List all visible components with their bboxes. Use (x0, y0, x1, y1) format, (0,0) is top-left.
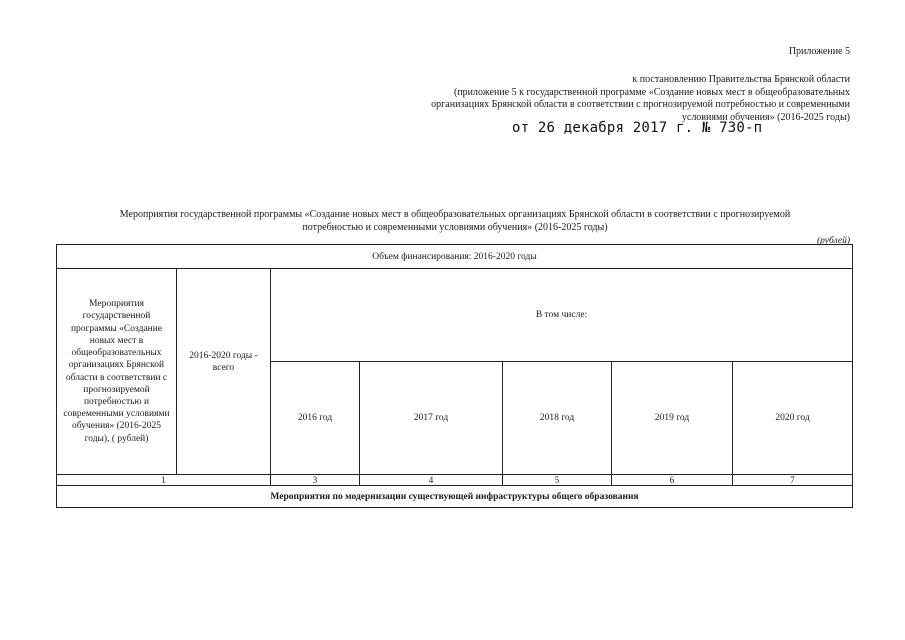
resolution-line: условиями обучения» (2016-2025 годы) (681, 111, 850, 123)
section-row (57, 486, 853, 508)
unit-text: (рублей) (816, 236, 850, 246)
measures-header: Мероприятия государственной программы «Создание новых мест в общеобразовательных организациях Брянской области в соответствии с прогнозируемой потребностью и современными условиями обучения» (2016-2025 годы), ( рублей) (57, 269, 177, 475)
funding-header: Объем финансирования: 2016-2020 годы (57, 245, 853, 269)
total-header (177, 269, 271, 475)
resolution-reference (380, 74, 850, 124)
column-number: 6 (612, 475, 733, 486)
total-header-text: 2016-2020 годы - всего (189, 350, 258, 373)
table-header-row (57, 245, 853, 269)
year-header: 2020 год (733, 362, 853, 475)
including-header: В том числе: (271, 269, 853, 362)
appendix-label: Приложение 5 (788, 46, 850, 57)
table-header-row (57, 269, 853, 362)
column-number: 7 (733, 475, 853, 486)
funding-table (56, 244, 853, 508)
year-header: 2019 год (612, 362, 733, 475)
year-header: 2018 год (503, 362, 612, 475)
resolution-line: к постановлению Правительства Брянской области (632, 74, 850, 85)
column-number: 1 (57, 475, 271, 486)
year-header: 2017 год (360, 362, 503, 475)
document-title (70, 208, 840, 234)
resolution-line: (приложение 5 к государственной программе «Создание новых мест в общеобразовательных (453, 86, 850, 98)
column-number: 5 (503, 475, 612, 486)
column-number-row (57, 475, 853, 486)
column-number: 3 (271, 475, 360, 486)
resolution-line: организациях Брянской области в соответствии с прогнозируемой потребностью и современными (431, 99, 850, 110)
date-number-stamp: от 26 декабря 2017 г. № 730-п (512, 120, 763, 136)
section-title: Мероприятия по модернизации существующей инфраструктуры общего образования (57, 486, 853, 508)
title-line: Мероприятия государственной программы «Создание новых мест в общеобразовательных организациях Брянской области в соответствии с прогнозируемой (119, 209, 791, 220)
title-line: потребностью и современными условиями обучения» (2016-2025 годы) (302, 222, 608, 233)
year-header: 2016 год (271, 362, 360, 475)
column-number: 4 (360, 475, 503, 486)
